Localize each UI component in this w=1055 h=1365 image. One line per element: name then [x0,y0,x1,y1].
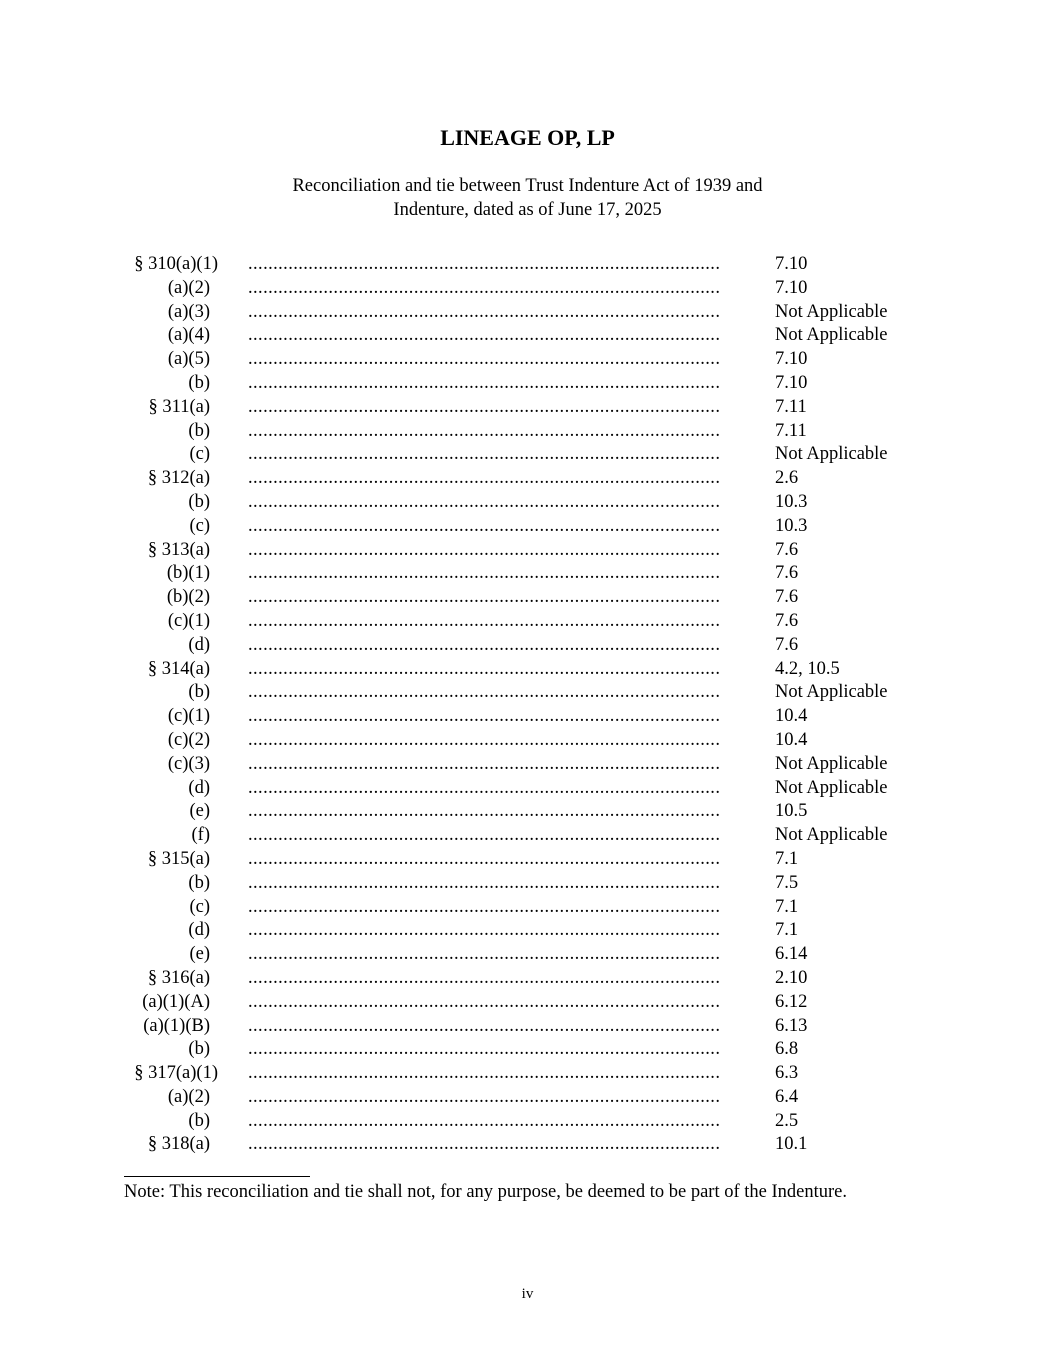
table-row [0,967,1055,991]
dot-leader: .............................................................................................. [248,1015,721,1036]
indenture-ref-cell: 7.1 [775,920,799,941]
dot-leader: .............................................................................................. [248,848,721,869]
table-row [0,800,1055,824]
table-row [0,443,1055,467]
dot-leader: .............................................................................................. [248,658,721,679]
dot-leader: .............................................................................................. [248,706,721,727]
section-cell: (e) [189,801,210,822]
dot-leader: .............................................................................................. [248,1063,721,1084]
dot-leader: .............................................................................................. [248,967,721,988]
dot-leader: .............................................................................................. [248,277,721,298]
indenture-ref-cell: 7.5 [775,872,799,893]
indenture-ref-cell: 2.10 [775,967,808,988]
indenture-ref-cell: Not Applicable [775,825,888,846]
table-row [0,301,1055,325]
dot-leader: .............................................................................................. [248,301,721,322]
section-cell: (a)(2) [167,277,210,298]
indenture-ref-cell: 2.5 [775,1110,799,1131]
section-cell: (d) [188,920,210,941]
table-row [0,705,1055,729]
table-row [0,586,1055,610]
dot-leader: .............................................................................................. [248,729,721,750]
indenture-ref-cell: Not Applicable [775,777,888,798]
table-row [0,872,1055,896]
indenture-ref-cell: 7.10 [775,349,808,370]
table-row [0,1038,1055,1062]
subtitle-line-2: Indenture, dated as of June 17, 2025 [393,200,662,220]
indenture-ref-cell: 7.11 [775,420,807,441]
table-row [0,753,1055,777]
section-cell: (b) [188,872,210,893]
reconciliation-table [0,253,1055,1157]
indenture-ref-cell: 7.6 [775,587,799,608]
dot-leader: .............................................................................................. [248,1110,721,1131]
dot-leader: .............................................................................................. [248,944,721,965]
table-row [0,348,1055,372]
section-cell: (c)(2) [167,729,210,750]
section-cell: § 318(a) [147,1134,210,1155]
section-cell: (b)(1) [166,563,210,584]
section-cell: (b)(2) [166,587,210,608]
section-cell: (a)(1)(B) [143,1015,210,1036]
indenture-ref-cell: 4.2, 10.5 [775,658,840,679]
table-row [0,539,1055,563]
section-cell: (a)(5) [167,349,210,370]
section-cell: § 315(a) [147,848,210,869]
table-row [0,991,1055,1015]
indenture-ref-cell: Not Applicable [775,325,888,346]
section-cell: (c)(3) [167,753,210,774]
indenture-ref-cell: 7.1 [775,848,799,869]
indenture-ref-cell: 7.10 [775,254,808,274]
section-cell: § 310(a)(1) [134,254,218,274]
dot-leader: .............................................................................................. [248,896,721,917]
indenture-ref-cell: 6.3 [775,1063,799,1084]
section-cell: § 313(a) [147,539,210,560]
table-row [0,777,1055,801]
indenture-ref-cell: 7.1 [775,896,799,917]
footnote-rule [124,1176,310,1177]
table-row [0,919,1055,943]
indenture-ref-cell: Not Applicable [775,444,888,465]
dot-leader: .............................................................................................. [248,491,721,512]
indenture-ref-cell: 6.14 [775,944,808,965]
section-cell: (c) [189,896,210,917]
dot-leader: .............................................................................................. [248,587,721,608]
subtitle-line-1: Reconciliation and tie between Trust Indenture Act of 1939 and [292,176,763,196]
table-row [0,277,1055,301]
dot-leader: .............................................................................................. [248,1134,721,1155]
section-cell: (b) [188,1110,210,1131]
indenture-ref-cell: 7.11 [775,396,807,417]
table-row [0,634,1055,658]
indenture-ref-cell: Not Applicable [775,682,888,703]
section-cell: (c)(1) [167,706,210,727]
page-number: iv [521,1286,534,1302]
footnote-note: Note: This reconciliation and tie shall not, for any purpose, be deemed to be part of the Indenture. [124,1182,847,1202]
section-cell: (e) [189,944,210,965]
table-row [0,1133,1055,1157]
document-subtitle [0,174,1055,222]
table-row [0,848,1055,872]
section-cell: § 311(a) [148,396,210,417]
section-cell: § 316(a) [147,967,210,988]
table-row [0,1015,1055,1039]
indenture-ref-cell: 10.3 [775,515,808,536]
dot-leader: .............................................................................................. [248,444,721,465]
indenture-ref-cell: Not Applicable [775,301,888,322]
table-row [0,658,1055,682]
section-cell: (b) [188,682,210,703]
dot-leader: .............................................................................................. [248,1086,721,1107]
section-cell: (b) [188,372,210,393]
indenture-ref-cell: 10.5 [775,801,808,822]
table-row [0,1062,1055,1086]
table-row [0,1086,1055,1110]
dot-leader: .............................................................................................. [248,753,721,774]
indenture-ref-cell: 7.6 [775,563,799,584]
section-cell: (b) [188,420,210,441]
table-row [0,324,1055,348]
indenture-ref-cell: 10.4 [775,729,808,750]
dot-leader: .............................................................................................. [248,991,721,1012]
dot-leader: .............................................................................................. [248,634,721,655]
dot-leader: .............................................................................................. [248,372,721,393]
section-cell: (d) [188,634,210,655]
dot-leader: .............................................................................................. [248,825,721,846]
dot-leader: .............................................................................................. [248,563,721,584]
table-row [0,943,1055,967]
dot-leader: .............................................................................................. [248,1039,721,1060]
table-row [0,467,1055,491]
section-cell: § 317(a)(1) [134,1063,218,1084]
table-row [0,253,1055,277]
document-title: LINEAGE OP, LP [440,125,615,150]
section-cell: (a)(3) [167,301,210,322]
indenture-ref-cell: 6.8 [775,1039,799,1060]
section-cell: (c) [189,515,210,536]
table-row [0,491,1055,515]
section-cell: (f) [191,825,210,846]
dot-leader: .............................................................................................. [248,539,721,560]
table-row [0,562,1055,586]
dot-leader: .............................................................................................. [248,254,721,274]
section-cell: (a)(4) [167,325,210,346]
dot-leader: .............................................................................................. [248,325,721,346]
indenture-ref-cell: Not Applicable [775,753,888,774]
table-row [0,515,1055,539]
indenture-ref-cell: 7.6 [775,539,799,560]
dot-leader: .............................................................................................. [248,349,721,370]
table-row [0,896,1055,920]
indenture-ref-cell: 7.10 [775,277,808,298]
indenture-ref-cell: 6.4 [775,1086,799,1107]
section-cell: (b) [188,491,210,512]
indenture-ref-cell: 10.4 [775,706,808,727]
dot-leader: .............................................................................................. [248,872,721,893]
indenture-ref-cell: 6.12 [775,991,808,1012]
indenture-ref-cell: 7.10 [775,372,808,393]
indenture-ref-cell: 10.1 [775,1134,808,1155]
table-row [0,372,1055,396]
indenture-ref-cell: 7.6 [775,610,799,631]
indenture-ref-cell: 2.6 [775,468,799,489]
section-cell: (b) [188,1039,210,1060]
table-row [0,396,1055,420]
table-row [0,681,1055,705]
table-row [0,420,1055,444]
section-cell: § 314(a) [147,658,210,679]
dot-leader: .............................................................................................. [248,610,721,631]
table-row [0,729,1055,753]
dot-leader: .............................................................................................. [248,515,721,536]
section-cell: § 312(a) [147,468,210,489]
dot-leader: .............................................................................................. [248,468,721,489]
section-cell: (c)(1) [167,610,210,631]
dot-leader: .............................................................................................. [248,801,721,822]
indenture-ref-cell: 10.3 [775,491,808,512]
section-cell: (a)(2) [167,1086,210,1107]
indenture-ref-cell: 7.6 [775,634,799,655]
dot-leader: .............................................................................................. [248,396,721,417]
table-row [0,1110,1055,1134]
table-row [0,610,1055,634]
section-cell: (d) [188,777,210,798]
dot-leader: .............................................................................................. [248,777,721,798]
indenture-ref-cell: 6.13 [775,1015,808,1036]
dot-leader: .............................................................................................. [248,920,721,941]
table-row [0,824,1055,848]
dot-leader: .............................................................................................. [248,682,721,703]
dot-leader: .............................................................................................. [248,420,721,441]
section-cell: (a)(1)(A) [142,991,210,1012]
section-cell: (c) [189,444,210,465]
